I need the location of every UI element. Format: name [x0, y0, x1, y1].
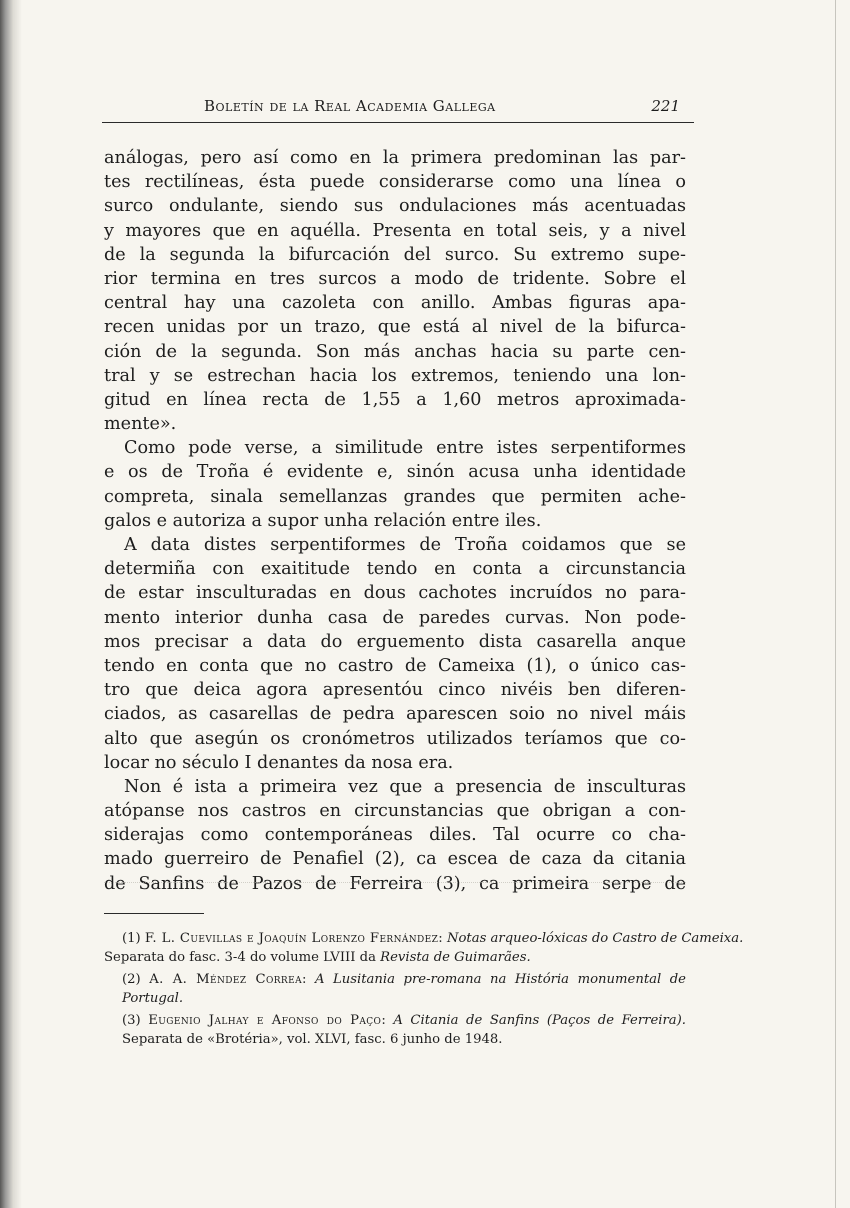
footnote-marker: (1) [122, 931, 141, 946]
text-line: ción de la segunda. Son más anchas hacia su parte cen- [104, 341, 686, 362]
text-line: ciados, as casarellas de pedra aparescen soio no nivel máis [104, 704, 686, 725]
footnote-separator [104, 913, 204, 914]
page-number: 221 [651, 97, 680, 115]
footnote-line [104, 949, 686, 968]
footnote-marker: (2) [122, 972, 141, 987]
text-line: determiña con exaititude tendo en conta a circunstancia [104, 559, 686, 580]
text-line: mente». [104, 414, 177, 435]
footnote-2 [104, 971, 686, 1008]
text-line: tro que deica agora apresentóu cinco nivéis ben diferen- [104, 680, 686, 701]
text-line: e os de Troña é evidente e, sinón acusa unha identidade [104, 462, 686, 483]
text-line: surco ondulante, siendo sus ondulaciones más acentuadas [104, 196, 686, 217]
footnote-authors: A. A. Méndez Correa [149, 972, 302, 987]
text-line: galos e autoriza a supor unha relación entre iles. [104, 510, 542, 531]
footnote-title: Notas arqueo-lóxicas do Castro de Cameixa. [446, 931, 744, 946]
text-line: tes rectilíneas, ésta puede considerarse como una línea o [104, 172, 686, 193]
text-line: A data distes serpentiformes de Troña coidamos que se [124, 535, 686, 555]
text-line: atópanse nos castros en circunstancias que obrigan a con- [104, 801, 686, 822]
body-text [104, 146, 686, 896]
footnote-authors: F. L. Cuevillas e Joaquín Lorenzo Fernández [144, 931, 439, 946]
text-line: de estar insculturadas en dous cachotes incruídos no para- [104, 583, 686, 604]
text-line: central hay una cazoleta con anillo. Ambas figuras apa- [104, 293, 686, 314]
text-line: locar no século I denantes da nosa era. [104, 752, 454, 773]
footnote-1 [104, 930, 744, 967]
page-right-edge [835, 0, 836, 1208]
page-header [102, 92, 694, 123]
text-line: de la segunda la bifurcación del surco. Su extremo supe- [104, 244, 686, 265]
footnote-line: (1) F. L. Cuevillas e Joaquín Lorenzo Fernández: Notas arqueo-lóxicas do Castro de Cameixa. [122, 931, 744, 946]
text-line: Non é ista a primeira vez que a presencia de insculturas [124, 776, 686, 797]
text-line: mado guerreiro de Penafiel (2), ca escea de caza da citania [104, 849, 686, 870]
footnote-line: (3) Eugenio Jalhay e Afonso do Paço: A Citania de Sanfins (Paços de Ferreira). Separata de «Brotéria», vol. XLVI, fasc. 6 junho de 1948. [122, 1013, 686, 1047]
footnote-authors: Eugenio Jalhay e Afonso do Paço [148, 1013, 382, 1028]
text-line: alto que asegún os cronómetros utilizados teríamos que co- [104, 728, 686, 749]
text-line: tral y se estrechan hacia los extremos, teniendo una lon- [104, 365, 686, 386]
text-line: gitud en línea recta de 1,55 a 1,60 metros aproximada- [104, 389, 686, 410]
footnote-source: Separata do fasc. 3-4 do volume LVIII da [104, 949, 376, 965]
page-binding-edge [0, 0, 22, 1208]
footnote-source: Separata de «Brotéria», vol. XLVI, fasc. 6 junho de 1948. [122, 1031, 503, 1047]
text-line: compreta, sinala semellanzas grandes que permiten ache- [104, 486, 686, 507]
text-line: siderajas como contemporáneas diles. Tal ocurre co cha- [104, 825, 686, 846]
footnote-line: (2) A. A. Méndez Correa: A Lusitania pre-romana na História monumental de Portugal. [122, 972, 686, 1006]
text-line: tendo en conta que no castro de Cameixa (1), o único cas- [104, 655, 686, 676]
text-line: mento interior dunha casa de paredes curvas. Non pode- [104, 607, 686, 628]
footnotes [104, 930, 744, 1053]
footnote-3 [104, 1012, 686, 1049]
footnote-journal: Revista de Guimarães. [380, 949, 531, 965]
text-line: rior termina en tres surcos a modo de tridente. Sobre el [104, 268, 686, 289]
show-through-text [104, 882, 686, 897]
text-line: de Sanfins de Pazos de Ferreira (3), ca primeira serpe de [104, 873, 686, 894]
text-line: recen unidas por un trazo, que está al nivel de la bifurca- [104, 317, 686, 338]
text-line: análogas, pero así como en la primera predominan las par- [104, 148, 686, 168]
text-line: y mayores que en aquélla. Presenta en total seis, y a nivel [104, 220, 686, 241]
text-line: Como pode verse, a similitude entre istes serpentiformes [124, 438, 686, 459]
text-line: mos precisar a data do erguemento dista casarella anque [104, 631, 686, 652]
footnote-title: A Lusitania pre-romana na História monumental de Portugal. [122, 972, 686, 1006]
footnote-title: A Citania de Sanfins (Paços de Ferreira). [393, 1013, 686, 1028]
footnote-marker: (3) [122, 1013, 141, 1028]
running-head: Boletín de la Real Academia Gallega [204, 97, 496, 115]
